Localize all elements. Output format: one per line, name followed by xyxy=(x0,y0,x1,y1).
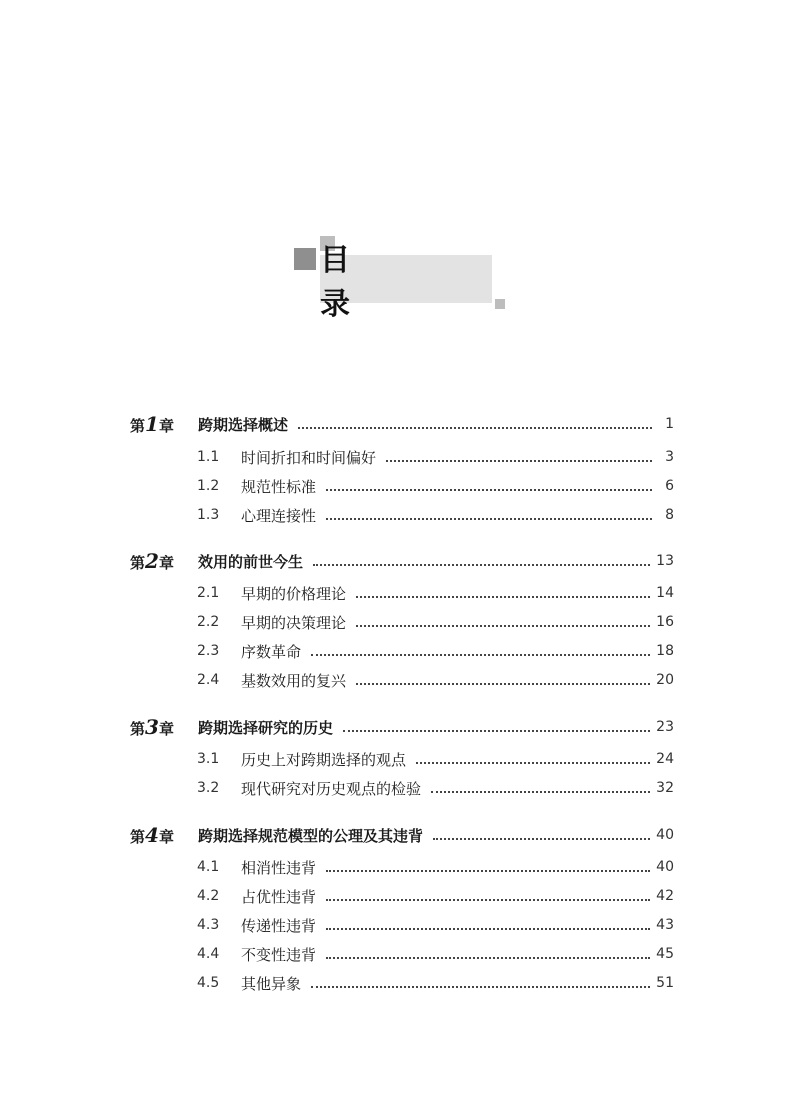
chapter-label: 第1章 xyxy=(130,412,174,436)
section-number: 3.1 xyxy=(197,751,220,767)
toc-section-1-1[interactable] xyxy=(197,444,674,470)
page-number: 24 xyxy=(656,751,674,767)
chapter-title: 效用的前世今生 xyxy=(198,552,304,571)
dot-leader xyxy=(356,624,650,627)
page-number: 32 xyxy=(656,780,674,796)
dot-leader xyxy=(343,729,650,732)
page-number: 45 xyxy=(656,946,674,962)
toc-title-band xyxy=(320,243,492,322)
decorative-square-dark xyxy=(294,248,316,270)
page-number: 1 xyxy=(665,416,674,432)
dot-leader xyxy=(431,790,650,793)
section-number: 2.1 xyxy=(197,585,220,601)
page-number: 8 xyxy=(665,507,674,523)
toc-chapter-4[interactable] xyxy=(130,822,674,848)
page-number: 40 xyxy=(656,859,674,875)
toc-section-4-3[interactable] xyxy=(197,912,674,938)
toc-section-2-1[interactable] xyxy=(197,580,674,606)
chapter-label: 第2章 xyxy=(130,549,174,573)
page-number: 16 xyxy=(656,614,674,630)
dot-leader xyxy=(356,682,650,685)
dot-leader xyxy=(326,488,652,491)
section-title: 基数效用的复兴 xyxy=(241,671,347,690)
section-title: 相消性违背 xyxy=(241,858,317,877)
page-number: 40 xyxy=(656,827,674,843)
section-title: 历史上对跨期选择的观点 xyxy=(241,750,407,769)
section-number: 1.3 xyxy=(197,507,220,523)
section-title: 占优性违背 xyxy=(241,887,317,906)
page-number: 13 xyxy=(656,553,674,569)
dot-leader xyxy=(326,869,650,872)
section-title: 传递性违背 xyxy=(241,916,317,935)
page-number: 18 xyxy=(656,643,674,659)
dot-leader xyxy=(326,927,650,930)
section-title: 早期的价格理论 xyxy=(241,584,347,603)
section-title: 不变性违背 xyxy=(241,945,317,964)
page-number: 23 xyxy=(656,719,674,735)
dot-leader xyxy=(298,426,652,429)
toc-chapter-1[interactable] xyxy=(130,411,674,437)
page-number: 3 xyxy=(665,449,674,465)
section-title: 规范性标准 xyxy=(241,477,317,496)
section-title: 现代研究对历史观点的检验 xyxy=(241,779,422,798)
toc-section-1-2[interactable] xyxy=(197,473,674,499)
section-number: 1.1 xyxy=(197,449,220,465)
dot-leader xyxy=(433,837,650,840)
section-title: 序数革命 xyxy=(241,642,302,661)
section-number: 4.5 xyxy=(197,975,220,991)
toc-section-3-2[interactable] xyxy=(197,775,674,801)
section-number: 2.2 xyxy=(197,614,220,630)
page-number: 51 xyxy=(656,975,674,991)
dot-leader xyxy=(311,985,650,988)
toc-section-3-1[interactable] xyxy=(197,746,674,772)
section-title: 早期的决策理论 xyxy=(241,613,347,632)
toc-title: 目 录 xyxy=(320,243,406,322)
page-number: 42 xyxy=(656,888,674,904)
page-number: 43 xyxy=(656,917,674,933)
toc-section-4-1[interactable] xyxy=(197,854,674,880)
dot-leader xyxy=(326,517,652,520)
page-number: 14 xyxy=(656,585,674,601)
section-number: 4.2 xyxy=(197,888,220,904)
dot-leader xyxy=(386,459,652,462)
section-number: 3.2 xyxy=(197,780,220,796)
section-title: 心理连接性 xyxy=(241,506,317,525)
page-number: 20 xyxy=(656,672,674,688)
dot-leader xyxy=(416,761,650,764)
section-number: 2.3 xyxy=(197,643,220,659)
section-number: 4.4 xyxy=(197,946,220,962)
dot-leader xyxy=(326,956,650,959)
chapter-title: 跨期选择规范模型的公理及其违背 xyxy=(198,826,424,845)
toc-section-2-2[interactable] xyxy=(197,609,674,635)
toc-section-2-4[interactable] xyxy=(197,667,674,693)
toc-section-1-3[interactable] xyxy=(197,502,674,528)
section-number: 4.1 xyxy=(197,859,220,875)
chapter-label: 第4章 xyxy=(130,823,174,847)
toc-chapter-2[interactable] xyxy=(130,548,674,574)
toc-section-4-5[interactable] xyxy=(197,970,674,996)
chapter-label: 第3章 xyxy=(130,715,174,739)
decorative-square-small xyxy=(495,299,505,309)
chapter-title: 跨期选择概述 xyxy=(198,415,289,434)
section-title: 其他异象 xyxy=(241,974,302,993)
dot-leader xyxy=(356,595,650,598)
section-number: 4.3 xyxy=(197,917,220,933)
dot-leader xyxy=(311,653,650,656)
dot-leader xyxy=(313,563,650,566)
page-number: 6 xyxy=(665,478,674,494)
section-title: 时间折扣和时间偏好 xyxy=(241,448,377,467)
toc-chapter-3[interactable] xyxy=(130,714,674,740)
section-number: 1.2 xyxy=(197,478,220,494)
toc-section-4-2[interactable] xyxy=(197,883,674,909)
chapter-title: 跨期选择研究的历史 xyxy=(198,718,334,737)
toc-section-4-4[interactable] xyxy=(197,941,674,967)
dot-leader xyxy=(326,898,650,901)
section-number: 2.4 xyxy=(197,672,220,688)
toc-section-2-3[interactable] xyxy=(197,638,674,664)
